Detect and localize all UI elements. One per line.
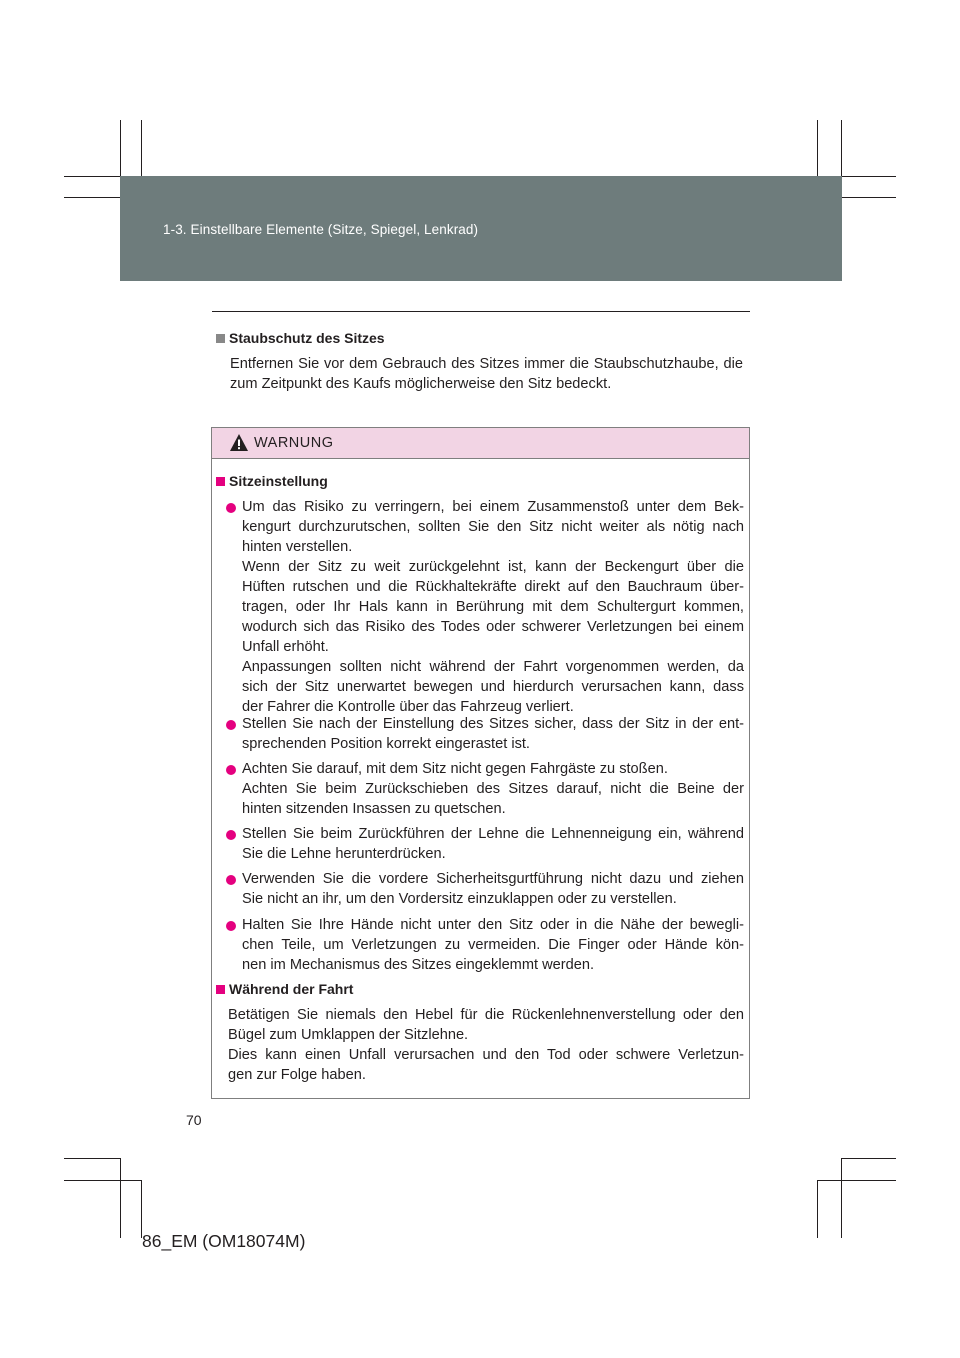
bullet-dot-icon [226,830,236,840]
section-heading: Während der Fahrt [216,981,353,997]
bullet-dot-icon [226,720,236,730]
crop-mark [120,1158,121,1238]
crop-mark [841,1158,842,1238]
document-code: 86_EM (OM18074M) [142,1231,306,1251]
square-bullet-icon [216,477,225,486]
crop-mark [817,1180,818,1238]
bullet-dot-icon [226,765,236,775]
crop-mark [141,1180,142,1238]
crop-mark [64,197,120,198]
crop-mark [817,120,818,176]
bullet-dot-icon [226,503,236,513]
crop-mark [64,1180,141,1181]
square-bullet-icon [216,985,225,994]
crop-mark [841,1158,896,1159]
section-text: Betätigen Sie niemals den Hebel für die Rückenlehnenverstellung oder den Bügel zum Umklappen der Sitzlehne. Dies kann einen Unfall verursachen und den Tod oder schwere Verletzun- gen zur Folge haben. [228,1007,744,1083]
crop-mark [842,176,896,177]
chapter-header [120,176,842,281]
crop-mark [64,176,120,177]
warning-box [211,427,750,1099]
bullet-text: Halten Sie Ihre Hände nicht unter den Sitz oder in die Nähe der bewegli- chen Teile, um Verletzungen zu vermeiden. Die Finger oder Hände kön- nen im Mechanismus des Sitzes eingeklemmt werden. [242,917,744,973]
bullet-text: Achten Sie darauf, mit dem Sitz nicht gegen Fahrgäste zu stoßen. Achten Sie beim Zurückschieben des Sitzes darauf, nicht die Beine der hinten sitzenden Insassen zu quetschen. [242,761,744,817]
divider [212,311,750,312]
bullet-dot-icon [226,875,236,885]
warning-label: WARNUNG [254,435,334,451]
intro-text: Entfernen Sie vor dem Gebrauch des Sitzes immer die Staubschutzhaube, die zum Zeitpunkt des Kaufs möglicherweise den Sitz bedeckt. [230,356,743,392]
bullet-dot-icon [226,921,236,931]
crop-mark [841,120,842,176]
bullet-text: Stellen Sie nach der Einstellung des Sitzes sicher, dass der Sitz in der ent- sprechenden Position korrekt eingerastet ist. [242,716,744,752]
bullet-text: Stellen Sie beim Zurückführen der Lehne die Lehnenneigung ein, während Sie die Lehne herunterdrücken. [242,826,744,862]
bullet-text: Verwenden Sie die vordere Sicherheitsgurtführung nicht dazu und ziehen Sie nicht an ihr, um den Vordersitz einzuklappen oder zu verstellen. [242,871,744,907]
warning-triangle-icon [229,433,249,457]
page-number: 70 [186,1112,202,1128]
warning-header [212,428,749,459]
section-title: 1-3. Einstellbare Elemente (Sitze, Spiegel, Lenkrad) [163,222,479,237]
intro-heading: Staubschutz des Sitzes [216,330,385,346]
crop-mark [817,1180,896,1181]
crop-mark [842,197,896,198]
crop-mark [64,1158,120,1159]
bullet-text: Um das Risiko zu verringern, bei einem Zusammenstoß unter dem Bek- kengurt durchzurutschen, sollten Sie den Sitz nicht weiter als nötig nach hinten verstellen. Wenn der Sitz zu weit zurückgelehnt ist, kann der Beckengurt über die Hüften rutschen und die Rückhaltekräfte direkt auf den Bauchraum über- tragen, oder Ihr Hals kann in Berührung mit dem Schultergurt kommen, wodurch sich das Risiko des Todes oder schwerer Verletzungen bei einem Unfall erhöht. Anpassungen sollten nicht während der Fahrt vorgenommen werden, da sich der Sitz unerwartet bewegen und hierdurch verursachen kann, dass der Fahrer die Kontrolle über das Fahrzeug verliert. [242,499,744,715]
section-heading: Sitzeinstellung [216,473,328,489]
crop-mark [141,120,142,176]
square-bullet-icon [216,334,225,343]
crop-mark [120,120,121,176]
